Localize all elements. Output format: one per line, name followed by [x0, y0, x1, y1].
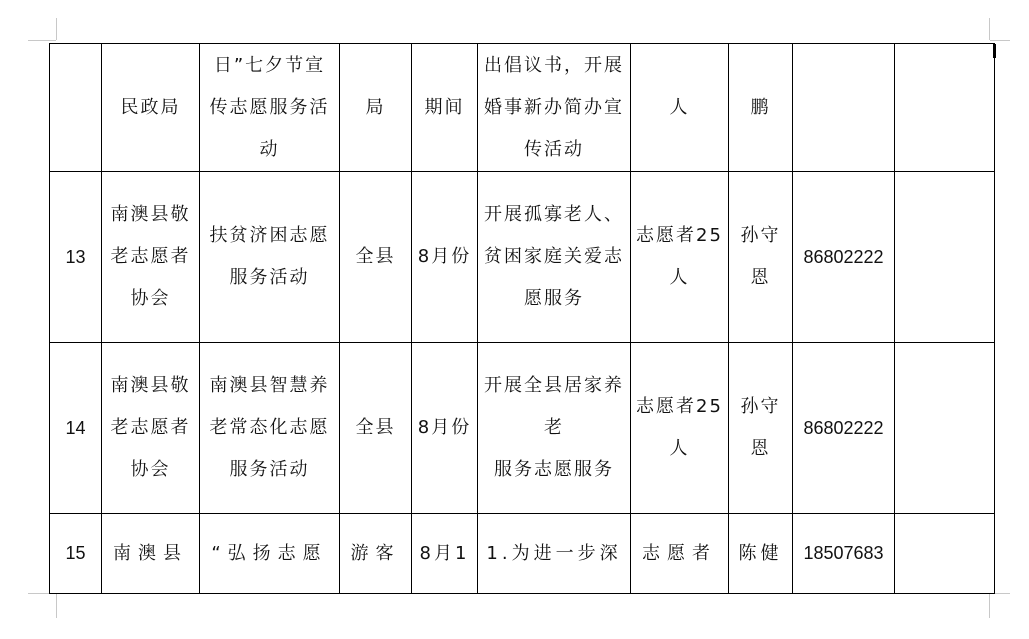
- content-cell: 出倡议书，开展婚事新办简办宣传活动: [478, 44, 631, 172]
- table-row: [50, 343, 995, 514]
- row-number-cell: 14: [50, 343, 102, 514]
- area-cell: 全县: [340, 172, 412, 343]
- table-row: [50, 514, 995, 594]
- period-cell: 8月1: [412, 514, 478, 594]
- crop-mark-top-left: [28, 40, 56, 41]
- volunteers-cell: 志愿者25人: [631, 343, 729, 514]
- content-line: 服务志愿服务: [494, 459, 614, 480]
- activity-table: [49, 43, 995, 594]
- activity-name-cell: 日”七夕节宣传志愿服务活动: [200, 44, 340, 172]
- phone-cell: [793, 44, 895, 172]
- phone-cell: 18507683: [793, 514, 895, 594]
- organizer-cell: 民政局: [102, 44, 200, 172]
- area-cell: 局: [340, 44, 412, 172]
- note-cell: [895, 514, 995, 594]
- area-cell: 游客: [340, 514, 412, 594]
- content-cell: [478, 343, 631, 514]
- table-row: [50, 172, 995, 343]
- note-cell: [895, 172, 995, 343]
- period-cell: 8月份: [412, 343, 478, 514]
- contact-person-cell: 陈健: [729, 514, 793, 594]
- volunteers-cell: 志愿者25人: [631, 172, 729, 343]
- row-number-cell: [50, 44, 102, 172]
- phone-cell: 86802222: [793, 343, 895, 514]
- row-number-cell: 15: [50, 514, 102, 594]
- row-number-cell: 13: [50, 172, 102, 343]
- content-line: 开展全县居家养老: [484, 375, 624, 438]
- contact-person-cell: 孙守恩: [729, 343, 793, 514]
- phone-cell: 86802222: [793, 172, 895, 343]
- table-row: [50, 44, 995, 172]
- volunteers-cell: 人: [631, 44, 729, 172]
- activity-name-cell: 南澳县智慧养老常态化志愿服务活动: [200, 343, 340, 514]
- crop-mark-bottom-left: [56, 594, 57, 618]
- note-cell: [895, 44, 995, 172]
- organizer-cell: 南澳县敬老志愿者协会: [102, 343, 200, 514]
- area-cell: 全县: [340, 343, 412, 514]
- crop-mark-top-right: [990, 40, 1010, 41]
- note-cell: [895, 343, 995, 514]
- crop-mark-top-right: [989, 18, 990, 40]
- crop-mark-bottom-right: [989, 594, 990, 618]
- crop-mark-top-left: [56, 18, 57, 40]
- contact-person-cell: 孙守恩: [729, 172, 793, 343]
- contact-person-cell: 鹏: [729, 44, 793, 172]
- activity-name-cell: “弘扬志愿: [200, 514, 340, 594]
- volunteers-cell: 志愿者: [631, 514, 729, 594]
- content-cell: 开展孤寡老人、贫困家庭关爱志愿服务: [478, 172, 631, 343]
- content-cell: 1.为进一步深: [478, 514, 631, 594]
- period-cell: 期间: [412, 44, 478, 172]
- organizer-cell: 南澳县敬老志愿者协会: [102, 172, 200, 343]
- organizer-cell: 南澳县: [102, 514, 200, 594]
- activity-name-cell: 扶贫济困志愿服务活动: [200, 172, 340, 343]
- period-cell: 8月份: [412, 172, 478, 343]
